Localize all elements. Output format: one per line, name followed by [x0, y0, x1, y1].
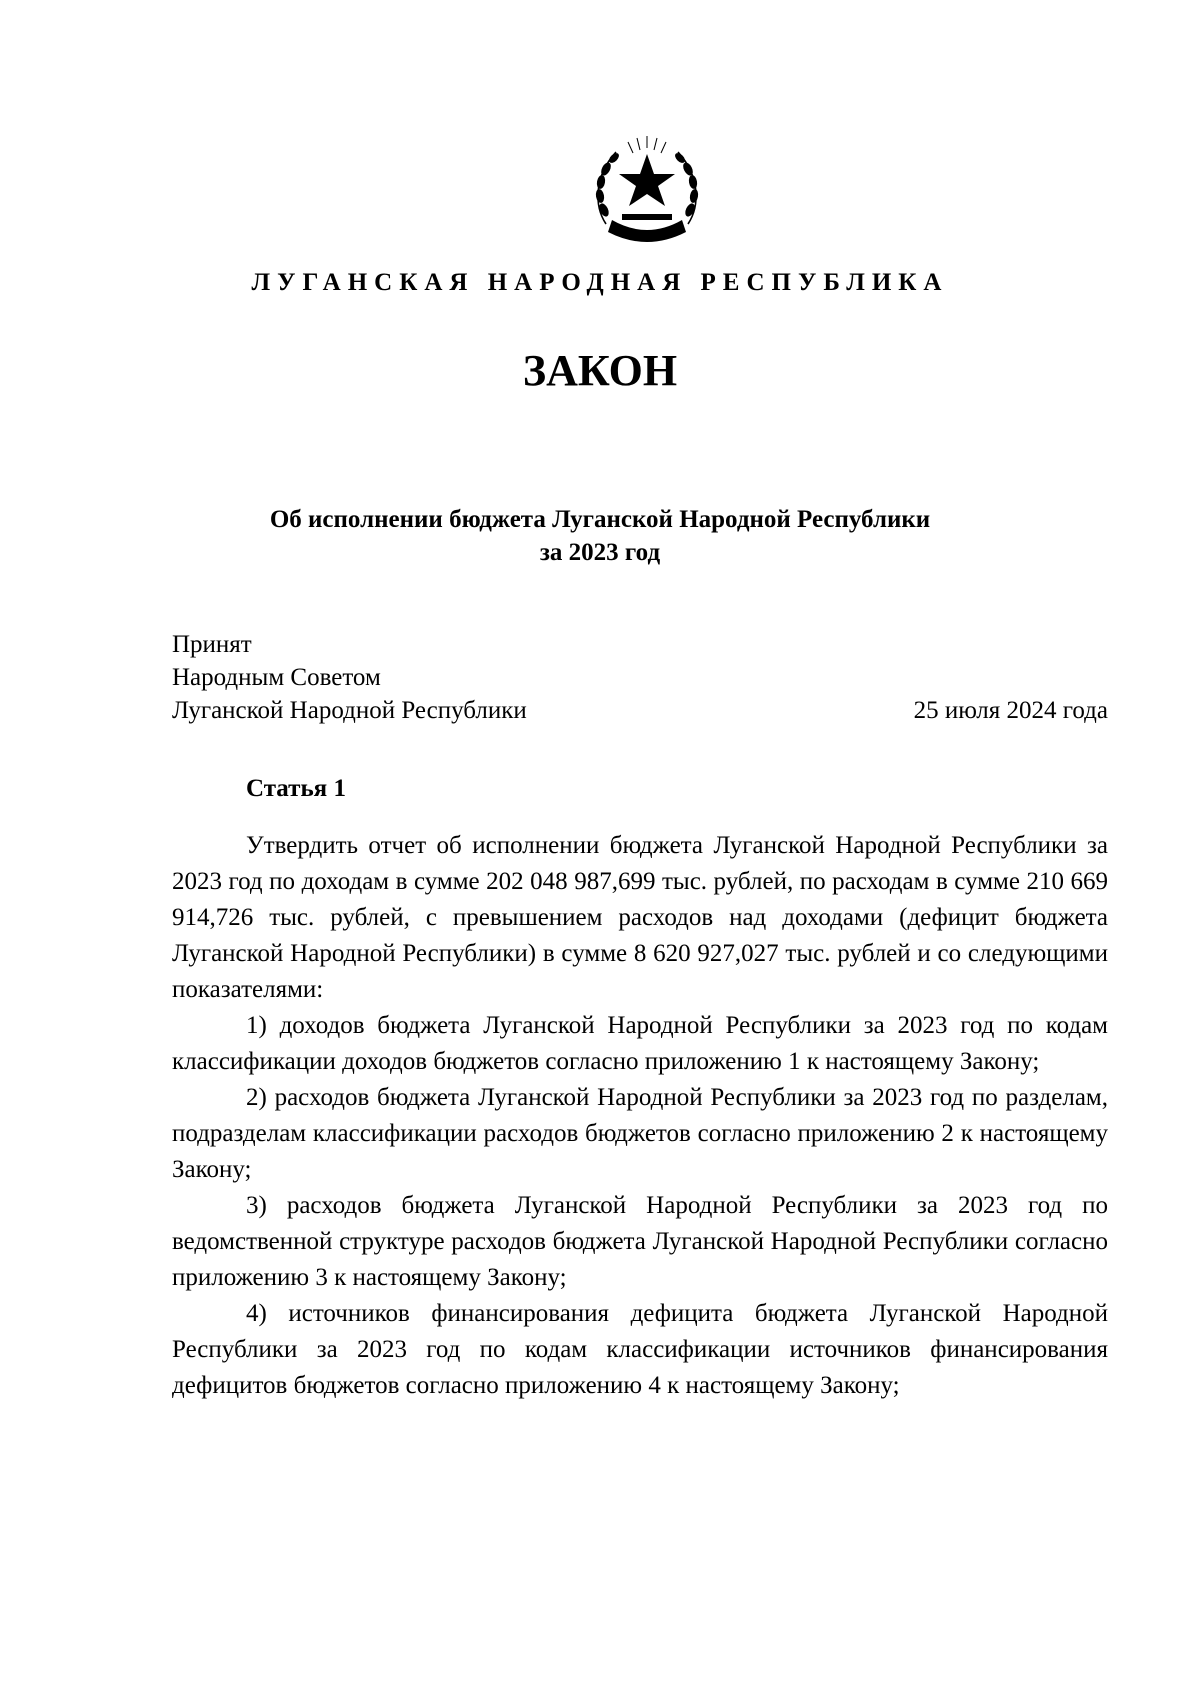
- coat-of-arms-emblem-icon: [582, 128, 712, 253]
- adopted-line-3: Луганской Народной Республики: [172, 697, 527, 724]
- adoption-block: [172, 628, 527, 727]
- law-title: [0, 503, 1200, 569]
- document-type-heading: ЗАКОН: [522, 346, 678, 395]
- article-heading: Статья 1: [246, 775, 346, 802]
- law-title-line-1: Об исполнении бюджета Луганской Народной Республики: [269, 506, 931, 533]
- republic-name: ЛУГАНСКАЯ НАРОДНАЯ РЕСПУБЛИКА: [251, 269, 949, 296]
- article-body: [172, 828, 1108, 1404]
- article-paragraph: 2) расходов бюджета Луганской Народной Республики за 2023 год по разделам, подразделам классификации расходов бюджетов согласно приложению 2 к настоящему Закону;: [172, 1084, 1108, 1183]
- article-paragraph: 4) источников финансирования дефицита бюджета Луганской Народной Республики за 2023 год по кодам классификации источников финансирования дефицитов бюджетов согласно приложению 4 к настоящему Закону;: [172, 1300, 1108, 1399]
- article-paragraph: Утвердить отчет об исполнении бюджета Луганской Народной Республики за 2023 год по доходам в сумме 202 048 987,699 тыс. рублей, по расходам в сумме 210 669 914,726 тыс. рублей, с превышением расходов над доходами (дефицит бюджета Луганской Народной Республики) в сумме 8 620 927,027 тыс. рублей и со следующими показателями:: [172, 832, 1108, 1003]
- article-paragraph: 3) расходов бюджета Луганской Народной Республики за 2023 год по ведомственной структуре расходов бюджета Луганской Народной Республики согласно приложению 3 к настоящему Закону;: [172, 1192, 1108, 1291]
- adopted-line-2: Народным Советом: [172, 664, 381, 691]
- adopted-line-1: Принят: [172, 631, 252, 658]
- article-paragraph: 1) доходов бюджета Луганской Народной Республики за 2023 год по кодам классификации доходов бюджетов согласно приложению 1 к настоящему Закону;: [172, 1012, 1108, 1075]
- adoption-date: 25 июля 2024 года: [913, 697, 1108, 724]
- law-title-line-2: за 2023 год: [539, 539, 661, 566]
